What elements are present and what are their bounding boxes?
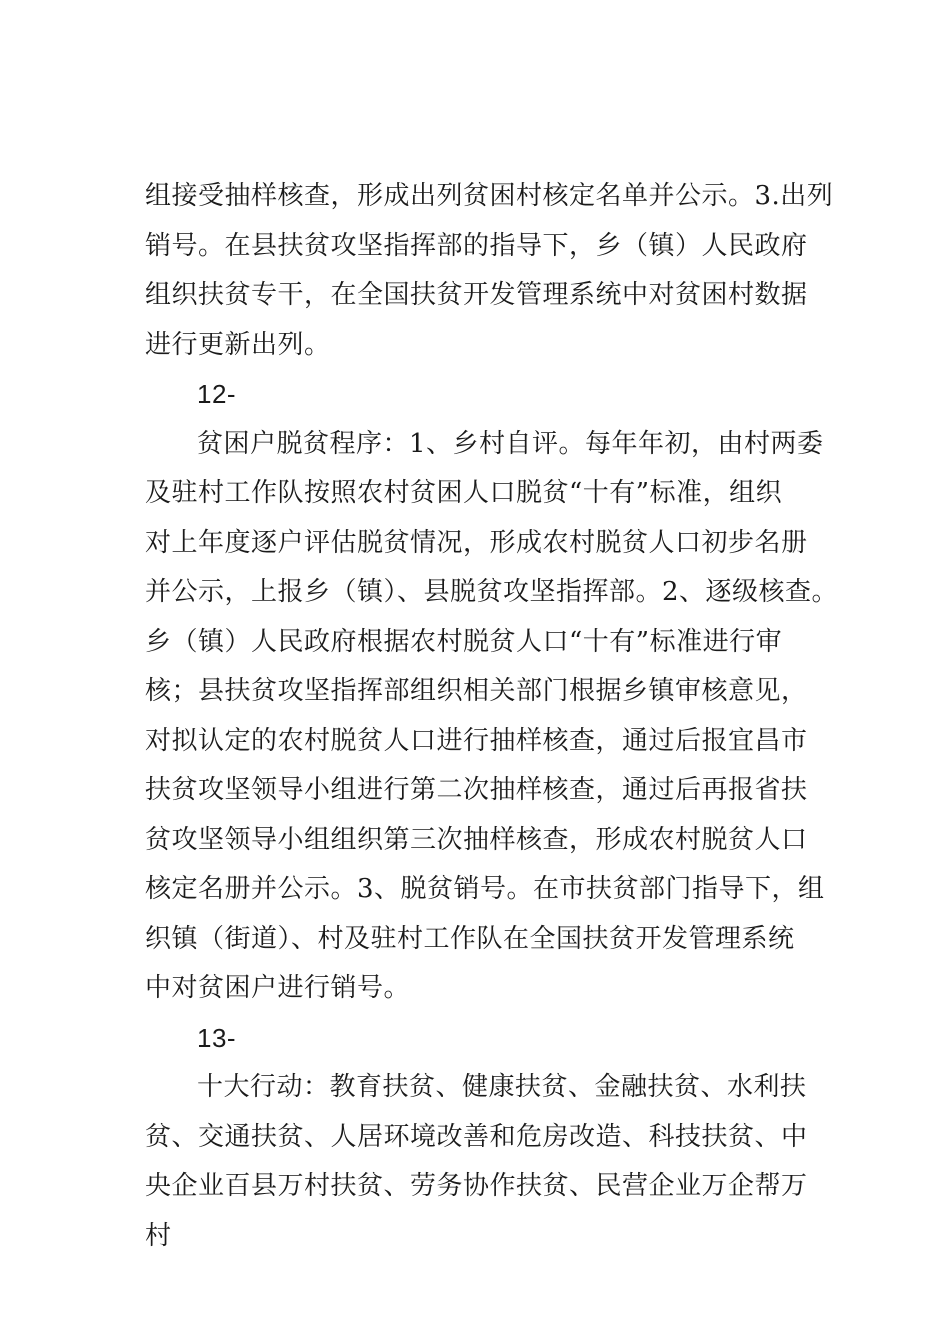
text-line: 对拟认定的农村脱贫人口进行抽样核查，通过后报宜昌市 xyxy=(145,725,808,756)
text-line: 对上年度逐户评估脱贫情况，形成农村脱贫人口初步名册 xyxy=(145,527,808,558)
text-line: 贫困户脱贫程序：1、乡村自评。每年年初，由村两委 xyxy=(197,428,824,459)
paragraph-household-exit xyxy=(145,420,839,1014)
text-line: 核定名册并公示。3、脱贫销号。在市扶贫部门指导下，组 xyxy=(145,874,825,904)
paragraph-village-exit xyxy=(145,172,834,370)
text-line: 贫、交通扶贫、人居环境改善和危房改造、科技扶贫、中 xyxy=(145,1121,808,1152)
text-line: 织镇（街道）、村及驻村工作队在全国扶贫开发管理系统 xyxy=(145,923,795,954)
text-line: 乡（镇）人民政府根据农村脱贫人口“十有”标准进行审 xyxy=(145,626,783,657)
text-line: 十大行动：教育扶贫、健康扶贫、金融扶贫、水利扶 xyxy=(197,1072,807,1102)
text-line: 组接受抽样核查，形成出列贫困村核定名单并公示。3.出列 xyxy=(145,181,834,211)
text-line: 组织扶贫专干，在全国扶贫开发管理系统中对贫困村数据 xyxy=(145,280,808,310)
text-line: 央企业百县万村扶贫、劳务协作扶贫、民营企业万企帮万 xyxy=(145,1171,808,1201)
text-line: 及驻村工作队按照农村贫困人口脱贫“十有”标准，组织 xyxy=(145,478,783,508)
text-line: 并公示，上报乡（镇）、县脱贫攻坚指挥部。2、逐级核查。 xyxy=(145,577,839,607)
text-line: 进行更新出列。 xyxy=(145,329,331,360)
text-line: 销号。在县扶贫攻坚指挥部的指导下，乡（镇）人民政府 xyxy=(145,230,808,261)
paragraph-ten-actions xyxy=(145,1063,825,1261)
text-line: 中对贫困户进行销号。 xyxy=(145,973,411,1003)
text-line: 村 xyxy=(145,1220,172,1251)
text-line: 核；县扶贫攻坚指挥部组织相关部门根据乡镇审核意见， xyxy=(145,676,808,706)
document-body xyxy=(145,172,839,1261)
text-line: 贫攻坚领导小组组织第三次抽样核查，形成农村脱贫人口 xyxy=(145,824,808,855)
text-line: 扶贫攻坚领导小组进行第二次抽样核查，通过后再报省扶 xyxy=(145,775,808,805)
section-number-13: 13- xyxy=(197,1022,237,1053)
section-number-12: 12- xyxy=(197,379,237,409)
